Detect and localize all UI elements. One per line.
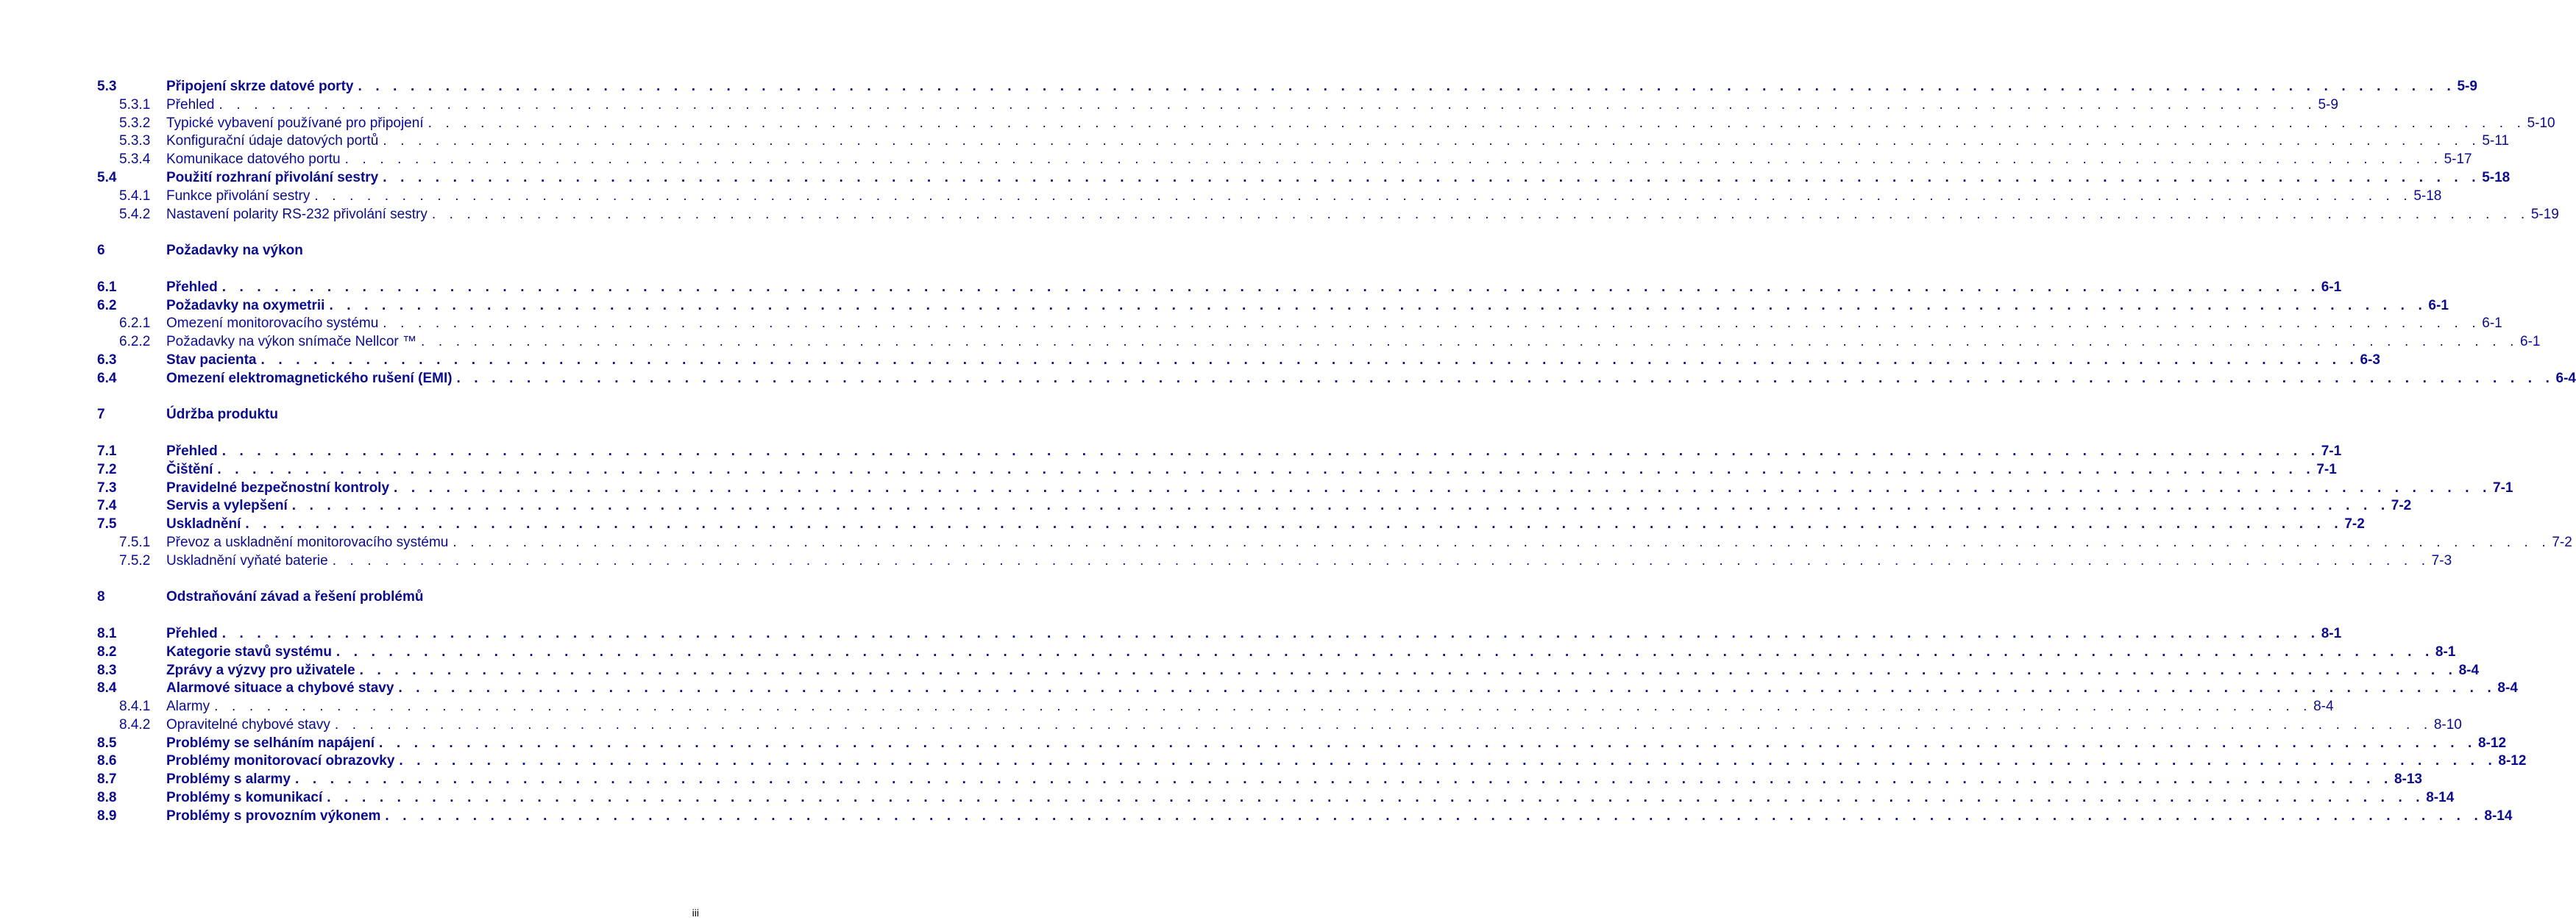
toc-subsection-entry[interactable] — [97, 698, 2334, 716]
entry-number: 5.4 — [97, 169, 117, 185]
toc-section-entry[interactable] — [97, 516, 2365, 534]
entry-page-number: 7-2 — [2391, 498, 2412, 514]
toc-subsection-entry[interactable] — [97, 333, 2541, 352]
toc-subsection-entry[interactable] — [97, 151, 2472, 169]
entry-number: 7.5.2 — [119, 552, 151, 569]
toc-section-entry[interactable] — [97, 497, 2412, 516]
toc-subsection-entry[interactable] — [97, 132, 2509, 151]
toc-section-entry[interactable] — [97, 662, 2480, 680]
entry-number: 8.5 — [97, 735, 117, 751]
entry-page-number: 8-13 — [2394, 771, 2422, 788]
entry-number: 6.4 — [97, 370, 117, 386]
entry-page-number: 5-10 — [2527, 115, 2555, 131]
entry-page-number: 8-4 — [2458, 662, 2480, 678]
dot-leader: . . . . . . . . . . . . . . . . . . . . . . . . . . . . . . . . . . . . . . . . . . . . . . . . . . . . . . . . . . . . . . . . . . . . . . . . . . . . . . . . . . . . . . . . . . . . . . . . . . . . . . . . . . . . . . . . . . . . . . . . — [421, 334, 2519, 350]
entry-title: Použití rozhraní přivolání sestry — [166, 169, 379, 185]
toc-section-entry[interactable] — [97, 680, 2518, 698]
toc-section-entry[interactable] — [97, 370, 2576, 388]
dot-leader: . . . . . . . . . . . . . . . . . . . . . . . . . . . . . . . . . . . . . . . . . . . . . . . . . . . . . . . . . . . . . . . . . . . . . . . . . . . . . . . . . . . . . . . . . . . . . . . . . . . . . . . . . . . . . . . . . . . . . . . . — [294, 771, 2393, 788]
entry-title: Omezení elektromagnetického rušení (EMI) — [166, 370, 453, 386]
entry-title: Alarmové situace a chybové stavy — [166, 680, 394, 696]
entry-title: Připojení skrze datové porty — [166, 79, 354, 94]
entry-number: 6.2.1 — [119, 316, 151, 332]
entry-page-number: 7-1 — [2493, 480, 2513, 496]
entry-title: Přehled — [166, 279, 218, 295]
entry-number: 5.3.4 — [119, 152, 151, 168]
entry-page-number: 8-12 — [2477, 735, 2507, 751]
toc-section-entry[interactable] — [97, 480, 2513, 498]
entry-title: Problémy se selháním napájení — [166, 735, 375, 751]
entry-title: Problémy s provozním výkonem — [166, 808, 381, 824]
entry-number: 5.3.1 — [119, 96, 151, 113]
dot-leader: . . . . . . . . . . . . . . . . . . . . . . . . . . . . . . . . . . . . . . . . . . . . . . . . . . . . . . . . . . . . . . . . . . . . . . . . . . . . . . . . . . . . . . . . . . . . . . . . . . . . . . . . . . . . . . . . . . . . . . . . — [260, 352, 2359, 368]
entry-page-number: 5-9 — [2457, 79, 2477, 94]
table-of-contents — [97, 78, 2576, 826]
entry-page-number: 8-1 — [2435, 644, 2456, 660]
dot-leader: . . . . . . . . . . . . . . . . . . . . . . . . . . . . . . . . . . . . . . . . . . . . . . . . . . . . . . . . . . . . . . . . . . . . . . . . . . . . . . . . . . . . . . . . . . . . . . . . . . . . . . . . . . . . . . . . . . . . . . . . — [385, 808, 2483, 824]
entry-number: 8.1 — [97, 625, 117, 641]
chapter-number: 7 — [97, 407, 105, 423]
toc-section-entry[interactable] — [97, 297, 2449, 316]
entry-number: 7.4 — [97, 498, 117, 514]
chapter-number: 8 — [97, 589, 105, 605]
entry-title: Požadavky na oxymetrii — [166, 297, 325, 313]
entry-page-number: 7-1 — [2321, 443, 2342, 459]
toc-section-entry[interactable] — [97, 443, 2342, 461]
entry-page-number: 5-11 — [2482, 133, 2509, 149]
toc-chapter-heading[interactable] — [97, 588, 609, 607]
dot-leader: . . . . . . . . . . . . . . . . . . . . . . . . . . . . . . . . . . . . . . . . . . . . . . . . . . . . . . . . . . . . . . . . . . . . . . . . . . . . . . . . . . . . . . . . . . . . . . . . . . . . . . . . . . . . . . . . . . . . . . . . — [394, 480, 2492, 496]
entry-page-number: 5-18 — [2413, 188, 2442, 204]
entry-title: Konfigurační údaje datových portů — [166, 133, 379, 149]
dot-leader: . . . . . . . . . . . . . . . . . . . . . . . . . . . . . . . . . . . . . . . . . . . . . . . . . . . . . . . . . . . . . . . . . . . . . . . . . . . . . . . . . . . . . . . . . . . . . . . . . . . . . . . . . . . . . . . . . . . . . . . . — [358, 79, 2456, 94]
entry-number: 8.6 — [97, 753, 117, 769]
dot-leader: . . . . . . . . . . . . . . . . . . . . . . . . . . . . . . . . . . . . . . . . . . . . . . . . . . . . . . . . . . . . . . . . . . . . . . . . . . . . . . . . . . . . . . . . . . . . . . . . . . . . . . . . . . . . . . . . . . . . . . . . — [336, 644, 2434, 660]
toc-section-entry[interactable] — [97, 461, 2337, 480]
toc-section-entry[interactable] — [97, 644, 2456, 662]
toc-section-entry[interactable] — [97, 279, 2342, 297]
entry-page-number: 8-1 — [2321, 625, 2342, 641]
dot-leader: . . . . . . . . . . . . . . . . . . . . . . . . . . . . . . . . . . . . . . . . . . . . . . . . . . . . . . . . . . . . . . . . . . . . . . . . . . . . . . . . . . . . . . . . . . . . . . . . . . . . . . . . . . . . . . . . . . . . . . . . — [332, 552, 2430, 569]
entry-number: 6.3 — [97, 352, 117, 368]
toc-subsection-entry[interactable] — [97, 716, 2462, 735]
toc-section-entry[interactable] — [97, 752, 2527, 771]
entry-page-number: 5-18 — [2482, 169, 2511, 185]
chapter-title: Odstraňování závad a řešení problémů — [166, 589, 424, 605]
chapter-title: Požadavky na výkon — [166, 243, 303, 259]
entry-number: 5.4.1 — [119, 188, 151, 204]
entry-page-number: 8-14 — [2426, 790, 2455, 806]
entry-page-number: 6-4 — [2555, 370, 2576, 386]
entry-number: 5.3.2 — [119, 115, 151, 131]
chapter-number: 6 — [97, 243, 105, 259]
entry-number: 7.5 — [97, 516, 117, 532]
entry-title: Servis a vylepšení — [166, 498, 288, 514]
entry-title: Problémy monitorovací obrazovky — [166, 753, 395, 769]
entry-number: 8.8 — [97, 790, 117, 806]
dot-leader: . . . . . . . . . . . . . . . . . . . . . . . . . . . . . . . . . . . . . . . . . . . . . . . . . . . . . . . . . . . . . . . . . . . . . . . . . . . . . . . . . . . . . . . . . . . . . . . . . . . . . . . . . . . . . . . . . . . . . . . . — [431, 206, 2530, 222]
entry-page-number: 6-1 — [2321, 279, 2342, 295]
entry-number: 5.3.3 — [119, 133, 151, 149]
entry-title: Problémy s alarmy — [166, 771, 291, 788]
entry-number: 7.2 — [97, 461, 117, 477]
page-number: iii — [692, 907, 699, 919]
dot-leader: . . . . . . . . . . . . . . . . . . . . . . . . . . . . . . . . . . . . . . . . . . . . . . . . . . . . . . . . . . . . . . . . . . . . . . . . . . . . . . . . . . . . . . . . . . . . . . . . . . . . . . . . . . . . . . . . . . . . . . . . — [221, 625, 2320, 641]
entry-number: 5.3 — [97, 79, 117, 94]
entry-page-number: 5-17 — [2444, 152, 2472, 168]
toc-section-entry[interactable] — [97, 789, 2455, 808]
dot-leader: . . . . . . . . . . . . . . . . . . . . . . . . . . . . . . . . . . . . . . . . . . . . . . . . . . . . . . . . . . . . . . . . . . . . . . . . . . . . . . . . . . . . . . . . . . . . . . . . . . . . . . . . . . . . . . . . . . . . . . . . — [453, 534, 2551, 550]
entry-title: Uskladnění — [166, 516, 241, 532]
entry-page-number: 8-4 — [2497, 680, 2518, 696]
entry-title: Omezení monitorovacího systému — [166, 316, 379, 332]
entry-title: Alarmy — [166, 699, 210, 715]
entry-title: Nastavení polarity RS-232 přivolání sestry — [166, 206, 427, 222]
toc-section-entry[interactable] — [97, 771, 2422, 789]
entry-page-number: 7-2 — [2344, 516, 2365, 532]
entry-page-number: 5-9 — [2318, 96, 2338, 113]
entry-number: 8.4.2 — [119, 716, 151, 733]
entry-number: 8.4 — [97, 680, 117, 696]
entry-title: Kategorie stavů systému — [166, 644, 332, 660]
toc-chapter-heading[interactable] — [97, 406, 609, 424]
entry-number: 8.4.1 — [119, 699, 151, 715]
dot-leader: . . . . . . . . . . . . . . . . . . . . . . . . . . . . . . . . . . . . . . . . . . . . . . . . . . . . . . . . . . . . . . . . . . . . . . . . . . . . . . . . . . . . . . . . . . . . . . . . . . . . . . . . . . . . . . . . . . . . . . . . — [214, 699, 2313, 715]
toc-subsection-entry[interactable] — [97, 115, 2555, 133]
entry-title: Typické vybavení používané pro připojení — [166, 115, 424, 131]
entry-number: 8.2 — [97, 644, 117, 660]
toc-subsection-entry[interactable] — [97, 206, 2559, 224]
toc-section-entry[interactable] — [97, 808, 2513, 826]
entry-title: Komunikace datového portu — [166, 152, 341, 168]
toc-section-entry[interactable] — [97, 735, 2507, 753]
toc-section-entry[interactable] — [97, 352, 2380, 370]
dot-leader: . . . . . . . . . . . . . . . . . . . . . . . . . . . . . . . . . . . . . . . . . . . . . . . . . . . . . . . . . . . . . . . . . . . . . . . . . . . . . . . . . . . . . . . . . . . . . . . . . . . . . . . . . . . . . . . . . . . . . . . . — [219, 96, 2317, 113]
dot-leader: . . . . . . . . . . . . . . . . . . . . . . . . . . . . . . . . . . . . . . . . . . . . . . . . . . . . . . . . . . . . . . . . . . . . . . . . . . . . . . . . . . . . . . . . . . . . . . . . . . . . . . . . . . . . . . . . . . . . . . . . — [221, 279, 2320, 295]
entry-number: 5.4.2 — [119, 206, 151, 222]
toc-subsection-entry[interactable] — [97, 188, 2442, 206]
entry-page-number: 8-14 — [2484, 808, 2513, 824]
entry-page-number: 7-1 — [2316, 461, 2337, 477]
dot-leader: . . . . . . . . . . . . . . . . . . . . . . . . . . . . . . . . . . . . . . . . . . . . . . . . . . . . . . . . . . . . . . . . . . . . . . . . . . . . . . . . . . . . . . . . . . . . . . . . . . . . . . . . . . . . . . . . . . . . . . . . — [427, 115, 2526, 131]
entry-number: 7.5.1 — [119, 534, 151, 550]
dot-leader: . . . . . . . . . . . . . . . . . . . . . . . . . . . . . . . . . . . . . . . . . . . . . . . . . . . . . . . . . . . . . . . . . . . . . . . . . . . . . . . . . . . . . . . . . . . . . . . . . . . . . . . . . . . . . . . . . . . . . . . . — [291, 498, 2390, 514]
chapter-title: Údržba produktu — [166, 407, 278, 423]
entry-title: Problémy s komunikací — [166, 790, 323, 806]
dot-leader: . . . . . . . . . . . . . . . . . . . . . . . . . . . . . . . . . . . . . . . . . . . . . . . . . . . . . . . . . . . . . . . . . . . . . . . . . . . . . . . . . . . . . . . . . . . . . . . . . . . . . . . . . . . . . . . . . . . . . . . . — [245, 516, 2343, 532]
entry-page-number: 7-2 — [2552, 534, 2572, 550]
entry-page-number: 6-1 — [2482, 316, 2502, 332]
dot-leader: . . . . . . . . . . . . . . . . . . . . . . . . . . . . . . . . . . . . . . . . . . . . . . . . . . . . . . . . . . . . . . . . . . . . . . . . . . . . . . . . . . . . . . . . . . . . . . . . . . . . . . . . . . . . . . . . . . . . . . . . — [344, 152, 2443, 168]
entry-title: Přehled — [166, 625, 218, 641]
dot-leader: . . . . . . . . . . . . . . . . . . . . . . . . . . . . . . . . . . . . . . . . . . . . . . . . . . . . . . . . . . . . . . . . . . . . . . . . . . . . . . . . . . . . . . . . . . . . . . . . . . . . . . . . . . . . . . . . . . . . . . . . — [327, 790, 2425, 806]
entry-page-number: 8-12 — [2498, 753, 2527, 769]
dot-leader: . . . . . . . . . . . . . . . . . . . . . . . . . . . . . . . . . . . . . . . . . . . . . . . . . . . . . . . . . . . . . . . . . . . . . . . . . . . . . . . . . . . . . . . . . . . . . . . . . . . . . . . . . . . . . . . . . . . . . . . . — [383, 169, 2481, 185]
dot-leader: . . . . . . . . . . . . . . . . . . . . . . . . . . . . . . . . . . . . . . . . . . . . . . . . . . . . . . . . . . . . . . . . . . . . . . . . . . . . . . . . . . . . . . . . . . . . . . . . . . . . . . . . . . . . . . . . . . . . . . . . — [398, 680, 2497, 696]
entry-number: 6.2 — [97, 297, 117, 313]
entry-title: Požadavky na výkon snímače Nellcor ™ — [166, 334, 417, 350]
toc-section-entry[interactable] — [97, 169, 2511, 188]
entry-number: 7.3 — [97, 480, 117, 496]
dot-leader: . . . . . . . . . . . . . . . . . . . . . . . . . . . . . . . . . . . . . . . . . . . . . . . . . . . . . . . . . . . . . . . . . . . . . . . . . . . . . . . . . . . . . . . . . . . . . . . . . . . . . . . . . . . . . . . . . . . . . . . . — [314, 188, 2413, 204]
dot-leader: . . . . . . . . . . . . . . . . . . . . . . . . . . . . . . . . . . . . . . . . . . . . . . . . . . . . . . . . . . . . . . . . . . . . . . . . . . . . . . . . . . . . . . . . . . . . . . . . . . . . . . . . . . . . . . . . . . . . . . . . — [329, 297, 2427, 313]
entry-page-number: 6-1 — [2520, 334, 2541, 350]
dot-leader: . . . . . . . . . . . . . . . . . . . . . . . . . . . . . . . . . . . . . . . . . . . . . . . . . . . . . . . . . . . . . . . . . . . . . . . . . . . . . . . . . . . . . . . . . . . . . . . . . . . . . . . . . . . . . . . . . . . . . . . . — [379, 735, 2477, 751]
dot-leader: . . . . . . . . . . . . . . . . . . . . . . . . . . . . . . . . . . . . . . . . . . . . . . . . . . . . . . . . . . . . . . . . . . . . . . . . . . . . . . . . . . . . . . . . . . . . . . . . . . . . . . . . . . . . . . . . . . . . . . . . — [359, 662, 2458, 678]
entry-page-number: 5-19 — [2530, 206, 2559, 222]
entry-title: Opravitelné chybové stavy — [166, 716, 330, 733]
entry-title: Uskladnění vyňaté baterie — [166, 552, 328, 569]
entry-page-number: 7-3 — [2431, 552, 2452, 569]
dot-leader: . . . . . . . . . . . . . . . . . . . . . . . . . . . . . . . . . . . . . . . . . . . . . . . . . . . . . . . . . . . . . . . . . . . . . . . . . . . . . . . . . . . . . . . . . . . . . . . . . . . . . . . . . . . . . . . . . . . . . . . . — [221, 443, 2320, 459]
entry-number: 8.3 — [97, 662, 117, 678]
entry-title: Zprávy a výzvy pro uživatele — [166, 662, 355, 678]
dot-leader: . . . . . . . . . . . . . . . . . . . . . . . . . . . . . . . . . . . . . . . . . . . . . . . . . . . . . . . . . . . . . . . . . . . . . . . . . . . . . . . . . . . . . . . . . . . . . . . . . . . . . . . . . . . . . . . . . . . . . . . . — [334, 716, 2433, 733]
entry-title: Převoz a uskladnění monitorovacího systému — [166, 534, 449, 550]
toc-subsection-entry[interactable] — [97, 96, 2338, 115]
entry-page-number: 6-1 — [2428, 297, 2449, 313]
toc-subsection-entry[interactable] — [97, 534, 2572, 552]
toc-subsection-entry[interactable] — [97, 552, 2452, 571]
entry-page-number: 8-4 — [2313, 699, 2334, 715]
entry-title: Čištění — [166, 461, 213, 477]
entry-number: 8.7 — [97, 771, 117, 788]
entry-number: 7.1 — [97, 443, 117, 459]
dot-leader: . . . . . . . . . . . . . . . . . . . . . . . . . . . . . . . . . . . . . . . . . . . . . . . . . . . . . . . . . . . . . . . . . . . . . . . . . . . . . . . . . . . . . . . . . . . . . . . . . . . . . . . . . . . . . . . . . . . . . . . . — [383, 316, 2481, 332]
dot-leader: . . . . . . . . . . . . . . . . . . . . . . . . . . . . . . . . . . . . . . . . . . . . . . . . . . . . . . . . . . . . . . . . . . . . . . . . . . . . . . . . . . . . . . . . . . . . . . . . . . . . . . . . . . . . . . . . . . . . . . . . — [383, 133, 2481, 149]
entry-title: Funkce přivolání sestry — [166, 188, 311, 204]
entry-title: Přehled — [166, 96, 215, 113]
entry-title: Pravidelné bezpečnostní kontroly — [166, 480, 390, 496]
dot-leader: . . . . . . . . . . . . . . . . . . . . . . . . . . . . . . . . . . . . . . . . . . . . . . . . . . . . . . . . . . . . . . . . . . . . . . . . . . . . . . . . . . . . . . . . . . . . . . . . . . . . . . . . . . . . . . . . . . . . . . . . — [217, 461, 2316, 477]
toc-chapter-heading[interactable] — [97, 242, 609, 260]
toc-section-entry[interactable] — [97, 625, 2342, 644]
entry-number: 6.2.2 — [119, 334, 151, 350]
entry-title: Stav pacienta — [166, 352, 257, 368]
toc-section-entry[interactable] — [97, 78, 2477, 96]
entry-number: 6.1 — [97, 279, 117, 295]
entry-number: 8.9 — [97, 808, 117, 824]
toc-subsection-entry[interactable] — [97, 315, 2502, 333]
entry-title: Přehled — [166, 443, 218, 459]
entry-page-number: 8-10 — [2433, 716, 2462, 733]
dot-leader: . . . . . . . . . . . . . . . . . . . . . . . . . . . . . . . . . . . . . . . . . . . . . . . . . . . . . . . . . . . . . . . . . . . . . . . . . . . . . . . . . . . . . . . . . . . . . . . . . . . . . . . . . . . . . . . . . . . . . . . . — [456, 370, 2555, 386]
entry-page-number: 6-3 — [2360, 352, 2380, 368]
dot-leader: . . . . . . . . . . . . . . . . . . . . . . . . . . . . . . . . . . . . . . . . . . . . . . . . . . . . . . . . . . . . . . . . . . . . . . . . . . . . . . . . . . . . . . . . . . . . . . . . . . . . . . . . . . . . . . . . . . . . . . . . — [399, 753, 2497, 769]
